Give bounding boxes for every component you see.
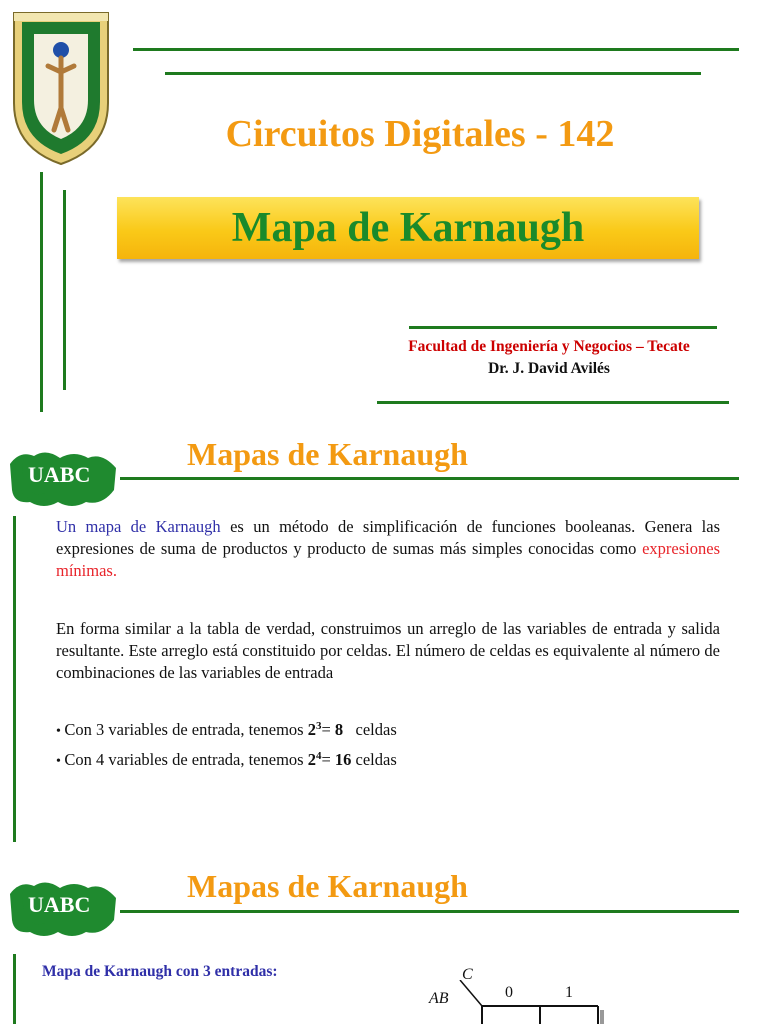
vertical-line xyxy=(40,172,43,412)
kmap-col-label: 1 xyxy=(565,984,573,1001)
divider-line xyxy=(377,401,729,404)
slide-title: Mapas de Karnaugh xyxy=(187,868,468,904)
divider-line xyxy=(133,48,739,51)
banner-title: Mapa de Karnaugh xyxy=(231,205,585,251)
kmap-row-var: AB xyxy=(429,990,449,1007)
vertical-line xyxy=(63,190,66,390)
university-seal-icon xyxy=(6,8,116,168)
content-slide-1 xyxy=(0,416,768,848)
kmap-grid xyxy=(456,980,616,1024)
divider-line xyxy=(409,326,717,329)
title-slide xyxy=(0,0,768,416)
minimal-expressions-term: expresiones mínimas. xyxy=(56,539,720,580)
divider-line xyxy=(120,910,739,913)
title-banner xyxy=(117,197,699,259)
faculty-name: Facultad de Ingeniería y Negocios – Tecate xyxy=(408,338,690,355)
slide-title: Mapas de Karnaugh xyxy=(187,436,468,472)
content-slide-2 xyxy=(0,848,768,1024)
kmap-col-var: C xyxy=(462,966,473,983)
paragraph-cells: En forma similar a la tabla de verdad, construimos un arreglo de las variables de entrada y salida resultante. Este arreglo está constituido por celdas. El número de celdas es equivalente al número de combinaciones de las variables de entrada xyxy=(56,619,720,682)
bullet-item: • Con 3 variables de entrada, tenemos $2^3= 8$ celdas xyxy=(56,720,397,739)
divider-line xyxy=(165,72,701,75)
course-title: Circuitos Digitales - 142 xyxy=(225,113,615,155)
uabc-logo-text: UABC xyxy=(28,462,91,487)
paragraph-definition: Un mapa de Karnaugh es un método de simplificación de funciones booleanas. Genera las expresiones de suma de productos y producto de sumas más simples conocidas como expresiones mínimas. xyxy=(56,517,721,580)
bullet-item: • Con 4 variables de entrada, tenemos $2^4= 16$ celdas xyxy=(56,750,397,769)
author-name: Dr. J. David Avilés xyxy=(488,360,610,377)
kmap-col-label: 0 xyxy=(505,984,513,1001)
divider-line xyxy=(120,477,739,480)
vertical-line xyxy=(13,516,16,842)
karnaugh-map-term: Un mapa de Karnaugh xyxy=(56,517,221,536)
vertical-line xyxy=(13,954,16,1024)
kmap-subtitle: Mapa de Karnaugh con 3 entradas: xyxy=(42,963,278,980)
uabc-logo-text: UABC xyxy=(28,892,91,917)
